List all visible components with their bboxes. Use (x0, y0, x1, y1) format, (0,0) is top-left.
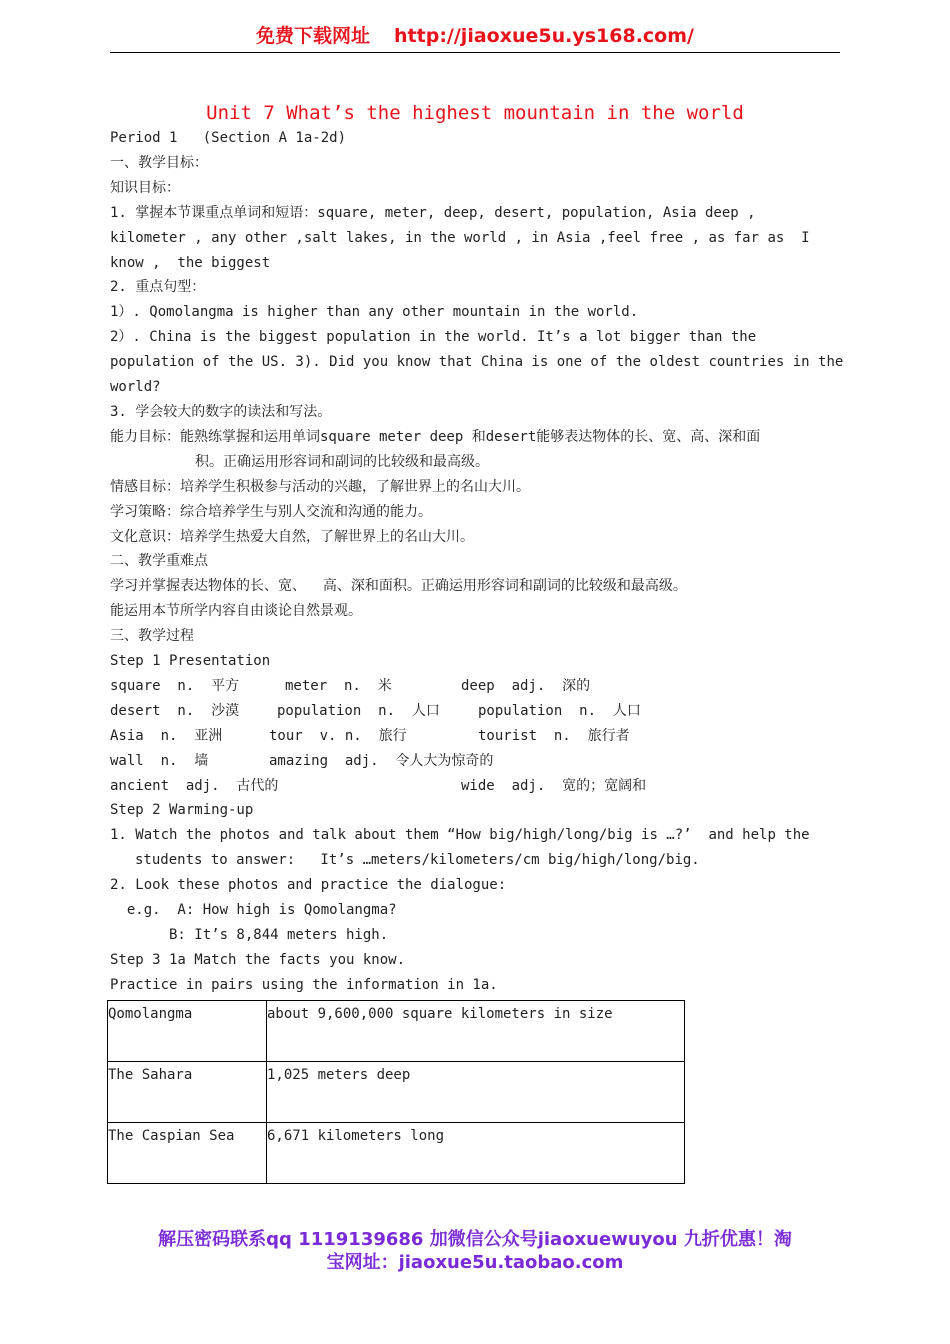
key-point-2: 能运用本节所学内容自由谈论自然景观。 (110, 603, 362, 620)
table-row (108, 1061, 685, 1122)
table-cell-fact: 6,671 kilometers long (267, 1122, 685, 1183)
vocab-row (110, 699, 842, 724)
page-footer (110, 1228, 840, 1274)
table-cell-place: The Sahara (108, 1061, 267, 1122)
table-cell-fact: 1,025 meters deep (267, 1061, 685, 1122)
emotion-goals: 情感目标：培养学生积极参与活动的兴趣，了解世界上的名山大川。 (110, 478, 530, 495)
table-cell-place: Qomolangma (108, 1000, 267, 1061)
facts-table (107, 1000, 685, 1184)
vocab-entry: square n. 平方 (110, 677, 240, 694)
table-cell-place: The Caspian Sea (108, 1122, 267, 1183)
vocab-entry: tour v. n. 旅行 (269, 727, 407, 744)
example-question: e.g. A: How high is Qomolangma? (110, 902, 397, 919)
header-url-link[interactable]: http://jiaoxue5u.ys168.com/ (394, 25, 694, 47)
document-body (110, 126, 842, 1184)
document-title: Unit 7 What’s the highest mountain in the world (206, 102, 744, 124)
step-1-heading: Step 1 Presentation (110, 653, 271, 670)
vocab-row (110, 724, 842, 749)
vocabulary-list (110, 674, 842, 799)
vocab-entry: wall n. 墙 (110, 752, 209, 769)
vocab-entry: ancient adj. 古代的 (110, 777, 279, 794)
sentence-pattern-2-line-3: world? (110, 379, 161, 396)
learning-strategy: 学习策略：综合培养学生与别人交流和沟通的能力。 (110, 503, 432, 520)
vocab-entry: Asia n. 亚洲 (110, 727, 223, 744)
table-row (108, 1000, 685, 1061)
footer-line-1: 解压密码联系qq 1119139686 加微信公众号jiaoxuewuyou 九折优惠！淘 (158, 1229, 792, 1250)
ability-goals-line-1: 能力目标：能熟练掌握和运用单词square meter deep 和desert能够表达物体的长、宽、高、深和面 (110, 428, 761, 445)
vocab-entry: wide adj. 宽的；宽阔和 (461, 777, 647, 794)
sentence-pattern-1: 1）. Qomolangma is higher than any other mountain in the world. (110, 304, 639, 321)
warmup-item-1-line-1: 1. Watch the photos and talk about them “How big/high/long/big is …?’ and help the (110, 827, 810, 844)
vocab-entry: tourist n. 旅行者 (478, 727, 630, 744)
table-row (108, 1122, 685, 1183)
key-point-1: 学习并掌握表达物体的长、宽、 高、深和面积。正确运用形容词和副词的比较级和最高级。 (110, 578, 687, 595)
knowledge-item-3: 3. 学会较大的数字的读法和写法。 (110, 403, 332, 420)
vocab-entry: population n. 人口 (277, 702, 440, 719)
page-header (110, 22, 840, 53)
footer-line-2: 宝网址：jiaoxue5u.taobao.com (326, 1252, 624, 1273)
vocab-entry: meter n. 米 (285, 677, 392, 694)
ability-goals-line-2: 积。正确运用形容词和副词的比较级和最高级。 (195, 453, 489, 470)
warmup-item-2: 2. Look these photos and practice the dialogue: (110, 877, 507, 894)
vocab-entry: amazing adj. 令人大为惊奇的 (269, 752, 494, 769)
section-heading-objectives: 一、教学目标： (110, 154, 208, 171)
vocab-row (110, 749, 842, 774)
knowledge-item-1-line-2: kilometer , any other ,salt lakes, in the world , in Asia ,feel free , as far as I (110, 229, 810, 246)
vocab-entry: desert n. 沙漠 (110, 702, 240, 719)
vocab-row (110, 774, 842, 799)
vocab-entry: population n. 人口 (478, 702, 641, 719)
section-heading-process: 三、教学过程 (110, 628, 194, 645)
knowledge-goals-label: 知识目标： (110, 179, 180, 196)
step-2-heading: Step 2 Warming-up (110, 802, 254, 819)
vocab-entry: deep adj. 深的 (461, 677, 591, 694)
vocab-row (110, 674, 842, 699)
table-cell-fact: about 9,600,000 square kilometers in size (267, 1000, 685, 1061)
practice-instruction: Practice in pairs using the information in 1a. (110, 976, 498, 993)
warmup-item-1-line-2: students to answer: It’s …meters/kilometers/cm big/high/long/big. (135, 852, 700, 869)
cultural-awareness: 文化意识：培养学生热爱大自然，了解世界上的名山大川。 (110, 528, 474, 545)
step-3-heading: Step 3 1a Match the facts you know. (110, 951, 406, 968)
period-line: Period 1 (Section A 1a-2d) (110, 130, 347, 146)
sentence-pattern-2-line-2: population of the US. 3). Did you know that China is one of the oldest countries in the (110, 354, 844, 371)
knowledge-item-1-line-3: know , the biggest (110, 254, 271, 271)
section-heading-key-points: 二、教学重难点 (110, 553, 208, 570)
knowledge-item-2: 2. 重点句型： (110, 279, 206, 296)
sentence-pattern-2-line-1: 2）. China is the biggest population in the world. It’s a lot bigger than the (110, 329, 757, 346)
header-label: 免费下载网址 (256, 25, 371, 47)
example-answer: B: It’s 8,844 meters high. (110, 927, 389, 943)
knowledge-item-1-line-1: 1. 掌握本节课重点单词和短语：square, meter, deep, desert, population, Asia deep , (110, 204, 756, 221)
